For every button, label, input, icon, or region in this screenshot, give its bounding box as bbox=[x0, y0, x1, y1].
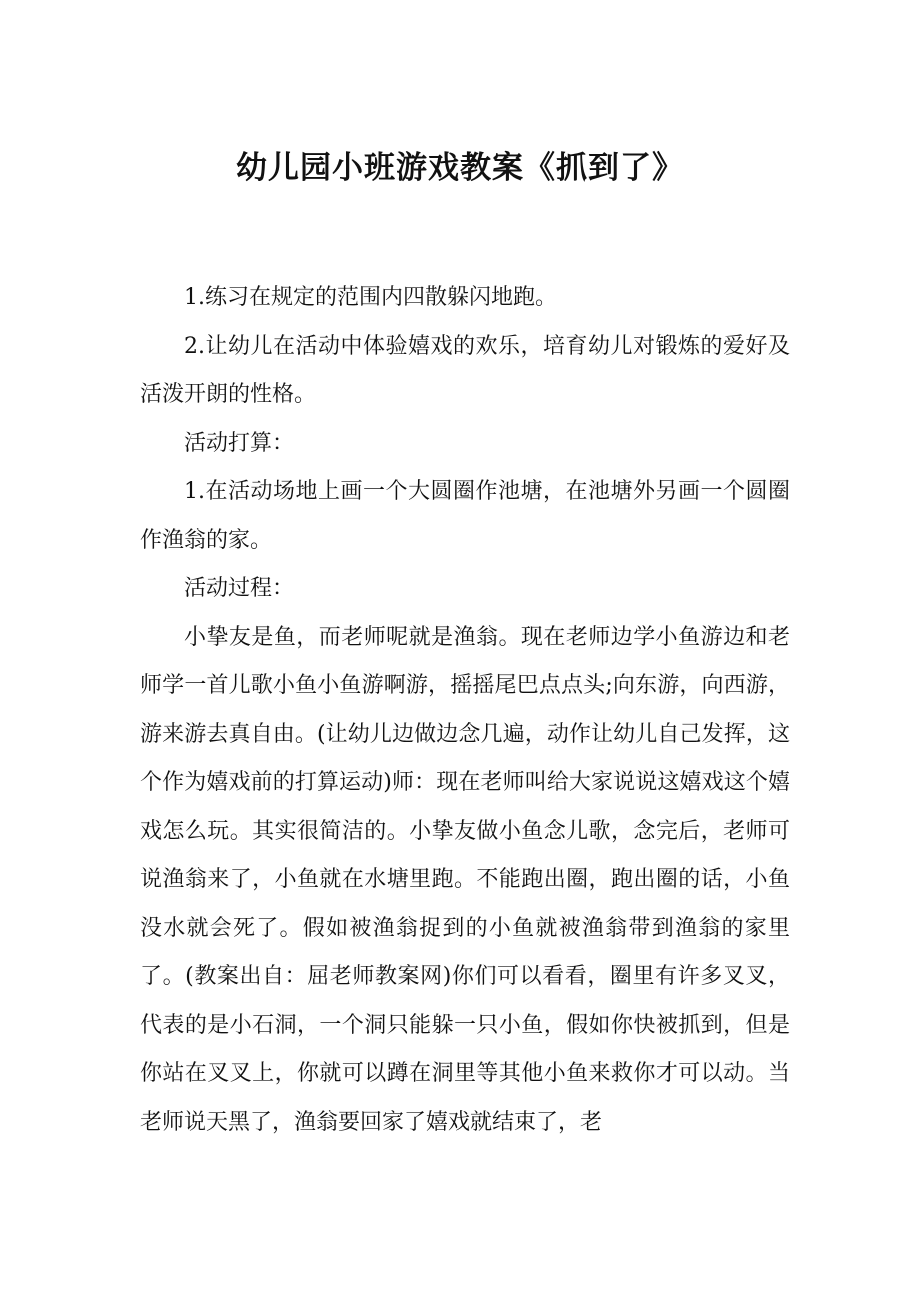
document-body bbox=[140, 274, 790, 1147]
paragraph-process-heading: 活动过程： bbox=[184, 576, 295, 601]
paragraph-process-body: 小挚友是鱼，而老师呢就是渔翁。现在老师边学小鱼游边和老师学一首儿歌小鱼小鱼游啊游，摇摇尾巴点点头;向东游，向西游，游来游去真自由。(让幼儿边做边念几遍，动作让幼儿自己发挥，这个作为嬉戏前的打算运动)师：现在老师叫给大家说说这嬉戏这个嬉戏怎么玩。其实很简洁的。小挚友做小鱼念儿歌，念完后，老师可说渔翁来了，小鱼就在水塘里跑。不能跑出圈，跑出圈的话，小鱼没水就会死了。假如被渔翁捉到的小鱼就被渔翁带到渔翁的家里了。(教案出自：屈老师教案网)你们可以看看，圈里有许多叉叉，代表的是小石洞，一个洞只能躲一只小鱼，假如你快被抓到，但是你站在叉叉上，你就可以蹲在洞里等其他小鱼来救你才可以动。当老师说天黑了，渔翁要回家了嬉戏就结束了，老 bbox=[140, 624, 790, 1135]
paragraph-objective-2: 2.让幼儿在活动中体验嬉戏的欢乐，培育幼儿对锻炼的爱好及活泼开朗的性格。 bbox=[140, 333, 790, 407]
paragraph-objective-1: 1.练习在规定的范围内四散躲闪地跑。 bbox=[184, 285, 557, 310]
paragraph-preparation-1: 1.在活动场地上画一个大圆圈作池塘，在池塘外另画一个圆圈作渔翁的家。 bbox=[140, 479, 790, 553]
document-title: 幼儿园小班游戏教案《抓到了》 bbox=[236, 150, 684, 186]
paragraph-preparation-heading: 活动打算： bbox=[184, 430, 295, 456]
